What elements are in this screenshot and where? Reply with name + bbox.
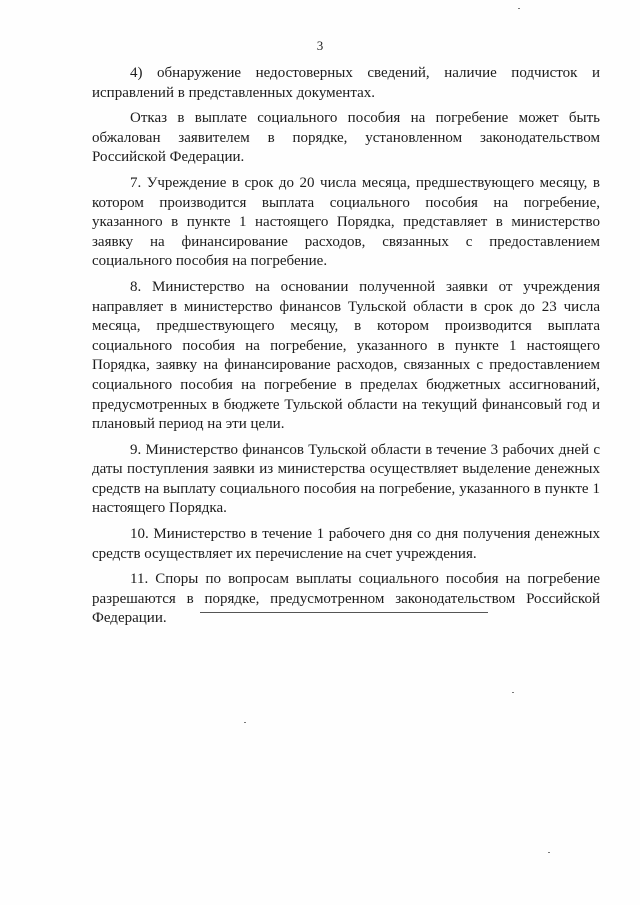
page-number: 3 xyxy=(316,38,324,53)
scan-speck xyxy=(512,692,514,693)
document-body xyxy=(92,64,600,635)
scan-speck xyxy=(548,852,550,853)
end-divider-line xyxy=(200,612,488,613)
paragraph-clause-10: 10. Министерство в течение 1 рабочего дня со дня получения денежных средств осуществляет их перечисление на счет учреждения. xyxy=(92,526,600,562)
paragraph-refusal-appeal: Отказ в выплате социального пособия на погребение может быть обжалован заявителем в порядке, установленном законодательством Российской Федерации. xyxy=(92,110,600,166)
paragraph-clause-8: 8. Министерство на основании полученной заявки от учреждения направляет в министерство финансов Тульской области в срок до 23 числа месяца, предшествующего месяцу, в котором производится выплата социального пособия на погребение, указанного в пункте 1 настоящего Порядка, заявку на финансирование расходов, связанных с предоставлением социального пособия на погребение в пределах бюджетных ассигнований, предусмотренных в бюджете Тульской области на текущий финансовый год и плановый период на эти цели. xyxy=(92,278,600,433)
paragraph-clause-9: 9. Министерство финансов Тульской области в течение 3 рабочих дней с даты поступления заявки из министерства осуществляет выделение денежных средств на выплату социального пособия на погребение, указанного в пункте 1 настоящего Порядка. xyxy=(92,441,600,517)
scan-speck xyxy=(244,722,246,723)
paragraph-item-4: 4) обнаружение недостоверных сведений, наличие подчисток и исправлений в представленных документах. xyxy=(92,65,600,101)
scan-speck xyxy=(518,8,520,9)
paragraph-clause-7: 7. Учреждение в срок до 20 числа месяца, предшествующего месяцу, в котором производится выплата социального пособия на погребение, указанного в пункте 1 настоящего Порядка, представляет в министерство заявку на финансирование расходов, связанных с предоставлением социального пособия на погребение. xyxy=(92,174,600,270)
paragraph-clause-11: 11. Споры по вопросам выплаты социального пособия на погребение разрешаются в порядке, предусмотренном законодательством Российской Федерации. xyxy=(92,571,600,627)
